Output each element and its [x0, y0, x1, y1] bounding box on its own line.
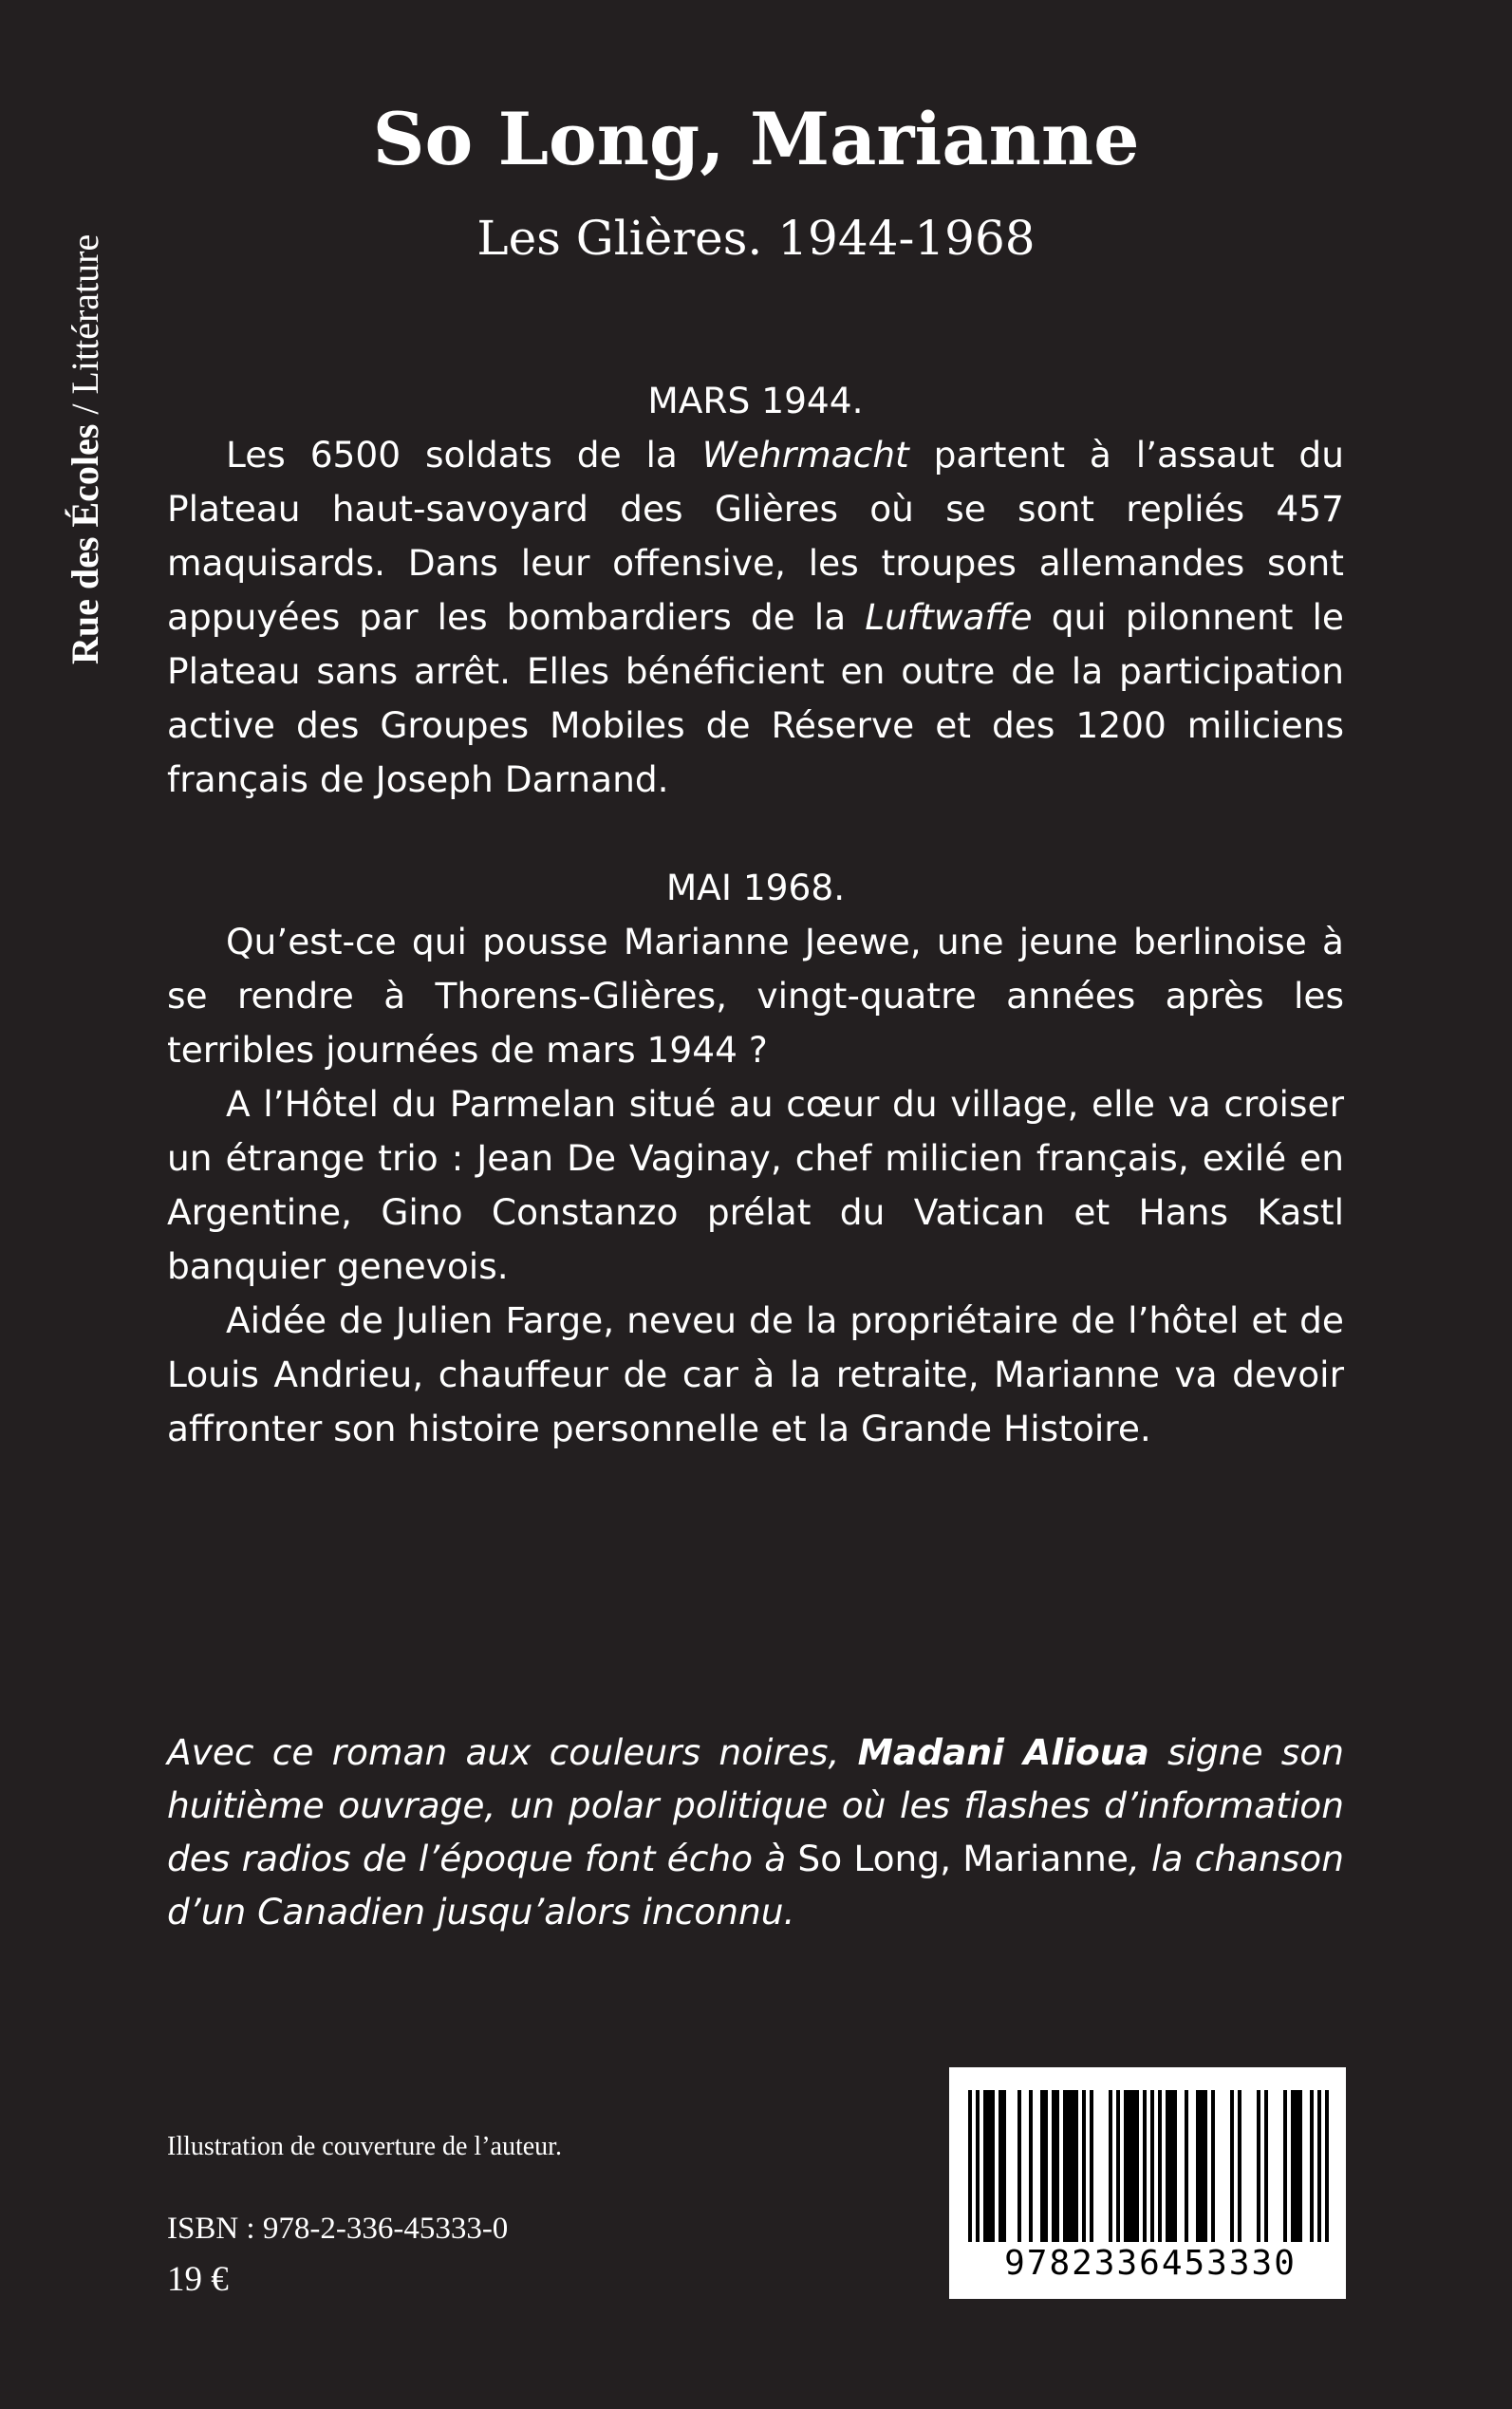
barcode-bar — [1291, 2090, 1295, 2242]
barcode-number: 9782336453330 — [1004, 2244, 1297, 2283]
barcode-bar — [1143, 2090, 1147, 2242]
barcode-bar — [1063, 2090, 1067, 2242]
barcode-bar — [1310, 2090, 1314, 2242]
synopsis — [167, 374, 1344, 1456]
barcode-bar — [1124, 2090, 1128, 2242]
barcode-bar — [1257, 2090, 1260, 2242]
barcode-bar — [1029, 2090, 1033, 2242]
barcode-bar — [1109, 2090, 1112, 2242]
barcode-bar — [1211, 2090, 1215, 2242]
author-blurb: Avec ce roman aux couleurs noires, Madani Alioua signe son huitième ouvrage, un polar politique où les flashes d’information des radios de l’époque font écho à So Long, Marianne, la chanson d’un Canadien jusqu’alors inconnu. — [167, 1731, 1345, 1933]
barcode-bar — [1295, 2090, 1298, 2242]
barcode-bar — [1158, 2090, 1162, 2242]
barcode-bar — [1128, 2090, 1131, 2242]
book-title: So Long, Marianne — [372, 97, 1140, 181]
price: 19 € — [167, 2260, 229, 2299]
barcode-bar — [1150, 2090, 1154, 2242]
barcode-bar — [1283, 2090, 1287, 2242]
barcode-bar — [1044, 2090, 1048, 2242]
genre-label: Littérature — [64, 233, 106, 395]
barcode-bar — [1071, 2090, 1074, 2242]
paragraph-1968-1: Qu’est-ce qui pousse Marianne Jeewe, une jeune berlinoise à se rendre à Thorens-Glières, vingt-quatre années après les terribles journées de mars 1944 ? — [167, 921, 1344, 1071]
spine-separator: / — [64, 394, 106, 424]
barcode-bar — [987, 2090, 991, 2242]
barcode-bar — [1317, 2090, 1321, 2242]
book-title-ref: So Long, Marianne — [797, 1838, 1129, 1879]
barcode-bar — [1264, 2090, 1268, 2242]
wehrmacht-term: Wehrmacht — [701, 434, 909, 476]
barcode-bar — [1230, 2090, 1234, 2242]
paragraph-1968-3: Aidée de Julien Farge, neveu de la propriétaire de l’hôtel et de Louis Andrieu, chauffeur de car à la retraite, Marianne va devoir affronter son histoire personnelle et la Grande Histoire. — [167, 1299, 1344, 1449]
barcode-bar — [1298, 2090, 1302, 2242]
barcode-bar — [1116, 2090, 1120, 2242]
barcode-bar — [1135, 2090, 1139, 2242]
barcode-bar — [983, 2090, 987, 2242]
barcode-bar — [1169, 2090, 1173, 2242]
book-subtitle: Les Glières. 1944-1968 — [476, 211, 1036, 266]
luftwaffe-term: Luftwaffe — [865, 596, 1033, 638]
barcode-bar — [1055, 2090, 1059, 2242]
author-name: Madani Alioua — [857, 1731, 1149, 1773]
section-heading-1968: MAI 1968. — [665, 867, 846, 908]
barcode-bar — [1040, 2090, 1044, 2242]
barcode-bar — [1325, 2090, 1329, 2242]
barcode-bar — [1067, 2090, 1071, 2242]
section-heading-1944: MARS 1944. — [647, 380, 864, 421]
barcode-bar — [968, 2090, 972, 2242]
barcode-bar — [991, 2090, 995, 2242]
barcode-bar — [1082, 2090, 1086, 2242]
barcode-bar — [1131, 2090, 1135, 2242]
barcode-bar — [1017, 2090, 1021, 2242]
paragraph-1968-2: A l’Hôtel du Parmelan situé au cœur du village, elle va croiser un étrange trio : Jean De Vaginay, chef milicien français, exilé en Argentine, Gino Constanzo prélat du Vatican et Hans Kastl banquier genevois. — [167, 1083, 1344, 1287]
barcode-bar — [976, 2090, 980, 2242]
barcode-bar — [1052, 2090, 1055, 2242]
barcode-bar — [1002, 2090, 1006, 2242]
barcode-bar — [1166, 2090, 1169, 2242]
barcode-bar — [1185, 2090, 1188, 2242]
barcode-bar — [1074, 2090, 1078, 2242]
collection-name: Rue des Écoles — [64, 423, 106, 664]
barcode-bar — [1204, 2090, 1207, 2242]
illustration-credit: Illustration de couverture de l’auteur. — [167, 2132, 562, 2161]
barcode-bar — [1173, 2090, 1177, 2242]
isbn: ISBN : 978-2-336-45333-0 — [167, 2212, 509, 2246]
paragraph-1944: Les 6500 soldats de la Wehrmacht partent à l’assaut du Plateau haut-savoyard des Glières où se sont repliés 457 maquisards. Dans leur offensive, les troupes allemandes sont appuyées par les bombardiers de la Luftwaffe qui pilonnent le Plateau sans arrêt. Elles bénéficient en outre de la participation active des Groupes Mobiles de Réserve et des 1200 miliciens français de Joseph Darnand. — [167, 434, 1344, 800]
barcode-bar — [1090, 2090, 1093, 2242]
barcode-bar — [999, 2090, 1002, 2242]
barcode-bar — [1196, 2090, 1200, 2242]
barcode-bar — [1200, 2090, 1204, 2242]
barcode — [949, 2067, 1346, 2299]
barcode-bar — [1238, 2090, 1241, 2242]
